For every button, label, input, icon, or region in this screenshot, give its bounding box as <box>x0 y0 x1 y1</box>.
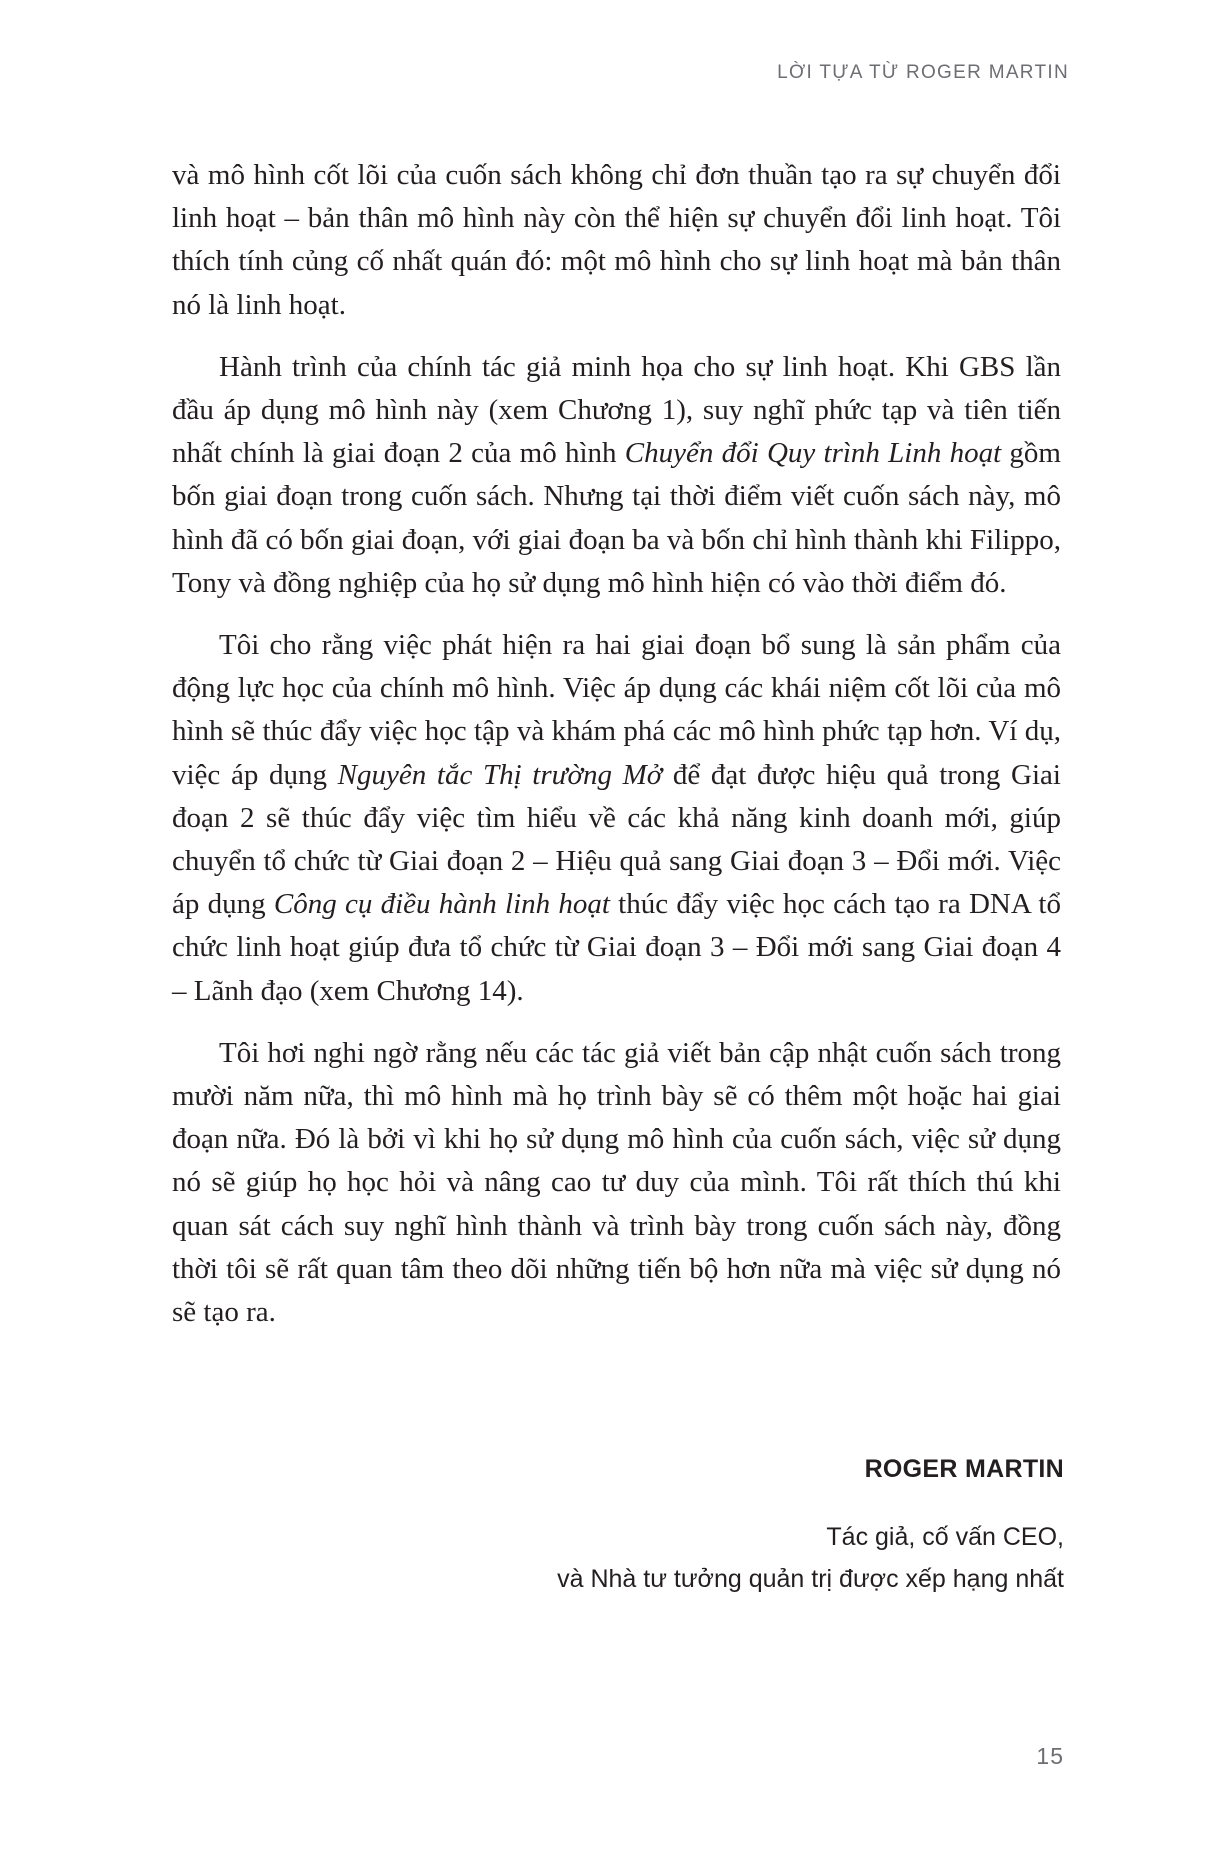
paragraph-3-text-b: để đạt được hiệu quả trong Giai đoạn 2 sẽ thúc đẩy việc tìm hiểu về các khả năng kinh doanh mới, giúp chuyển tổ chức từ Giai đoạn 2 – Hiệu quả sang Giai đoạn 3 – Đổi mới. Việc áp dụng <box>172 758 1061 921</box>
paragraph-3-text-c: thúc đẩy việc học cách tạo ra DNA tổ chức linh hoạt giúp đưa tổ chức từ Giai đoạn 3 – Đổi mới sang Giai đoạn 4 – Lãnh đạo (xem Chương 14). <box>172 888 1061 1007</box>
page-number: 15 <box>1036 1743 1064 1769</box>
paragraph-4: Tôi hơi nghi ngờ rằng nếu các tác giả viết bản cập nhật cuốn sách trong mười năm nữa, thì mô hình mà họ trình bày sẽ có thêm một hoặc hai giai đoạn nữa. Đó là bởi vì khi họ sử dụng mô hình của cuốn sách, việc sử dụng nó sẽ giúp họ học hỏi và nâng cao tư duy của mình. Tôi rất thích thú khi quan sát cách suy nghĩ hình thành và trình bày trong cuốn sách này, đồng thời tôi sẽ rất quan tâm theo dõi những tiến bộ hơn nữa mà việc sử dụng nó sẽ tạo ra. <box>172 1036 1061 1329</box>
running-header: LỜI TỰA TỪ ROGER MARTIN <box>777 62 1069 83</box>
paragraph-3-text-a: Tôi cho rằng việc phát hiện ra hai giai đoạn bổ sung là sản phẩm của động lực học của chính mô hình. Việc áp dụng các khái niệm cốt lõi của mô hình sẽ thúc đẩy việc học tập và khám phá các mô hình phức tạp hơn. Ví dụ, việc áp dụng <box>172 629 1061 791</box>
signature-line-2: và Nhà tư tưởng quản trị được xếp hạng nhất <box>557 1565 1064 1593</box>
paragraph-2-italic-term: Chuyển đổi Quy trình Linh hoạt <box>624 437 1002 470</box>
paragraph-2 <box>172 346 1061 605</box>
paragraph-3-italic-term-2: Công cụ điều hành linh hoạt <box>273 888 610 921</box>
paragraph-1: và mô hình cốt lõi của cuốn sách không chỉ đơn thuần tạo ra sự chuyển đổi linh hoạt – bản thân mô hình này còn thể hiện sự chuyển đổi linh hoạt. Tôi thích tính củng cố nhất quán đó: một mô hình cho sự linh hoạt mà bản thân nó là linh hoạt. <box>172 159 1061 321</box>
paragraph-2-text-b: gồm bốn giai đoạn trong cuốn sách. Nhưng tại thời điểm viết cuốn sách này, mô hình đã có bốn giai đoạn, với giai đoạn ba và bốn chỉ hình thành khi Filippo, Tony và đồng nghiệp của họ sử dụng mô hình hiện có vào thời điểm đó. <box>172 437 1061 599</box>
signature-line-1: Tác giả, cố vấn CEO, <box>826 1523 1064 1551</box>
signature-name: ROGER MARTIN <box>864 1455 1064 1483</box>
signature-description <box>557 1516 1064 1600</box>
paragraph-3 <box>172 624 1061 1013</box>
paragraph-3-italic-term-1: Nguyên tắc Thị trường Mở <box>337 758 663 791</box>
paragraph-2-text-a: Hành trình của chính tác giả minh họa cho sự linh hoạt. Khi GBS lần đầu áp dụng mô hình này (xem Chương 1), suy nghĩ phức tạp và tiên tiến nhất chính là giai đoạn 2 của mô hình <box>172 350 1061 470</box>
body-text <box>172 154 1061 1353</box>
